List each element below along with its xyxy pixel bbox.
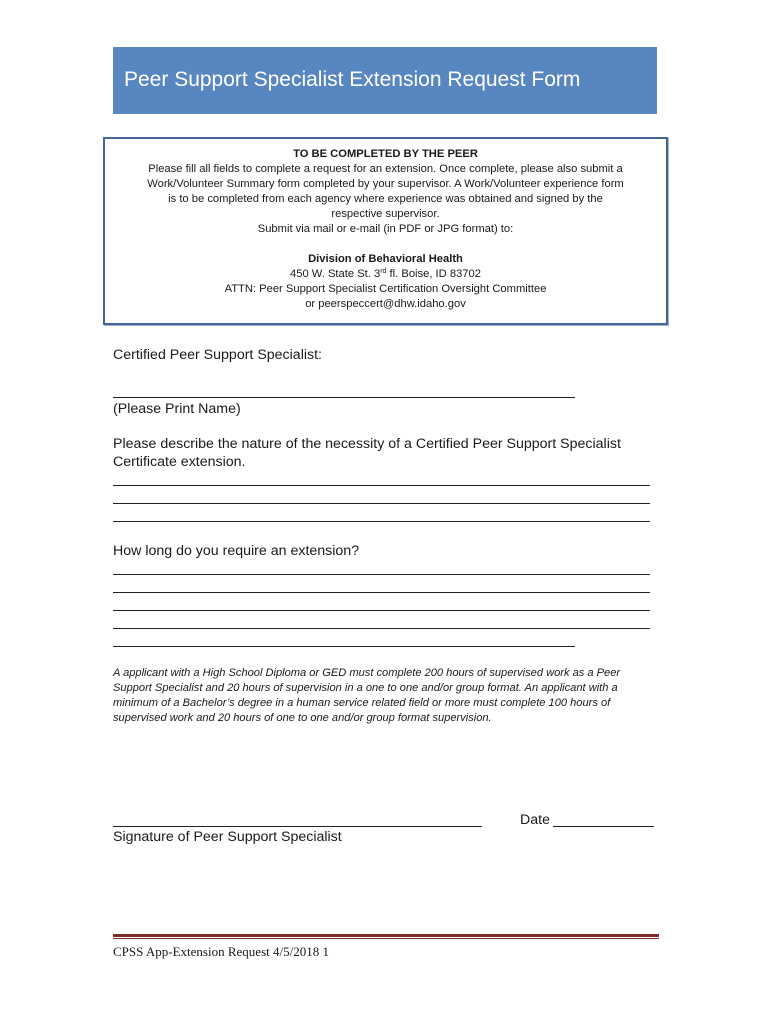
necessity-label: Please describe the nature of the necessity of a Certified Peer Support Specialist Certificate extension. bbox=[113, 436, 621, 470]
duration-input-line[interactable] bbox=[113, 628, 650, 629]
submission-email: or peerspeccert@dhw.idaho.gov bbox=[305, 298, 466, 310]
footer-text: CPSS App-Extension Request 4/5/2018 1 bbox=[113, 944, 329, 959]
date-label: Date bbox=[520, 812, 550, 828]
necessity-input-line[interactable] bbox=[113, 503, 650, 504]
page-title: Peer Support Specialist Extension Request Form bbox=[124, 67, 581, 91]
cpss-label: Certified Peer Support Specialist: bbox=[113, 347, 322, 363]
mailing-address: 450 W. State St. 3rd fl. Boise, ID 83702 bbox=[290, 268, 481, 280]
duration-input-line[interactable] bbox=[113, 574, 650, 575]
signature-line[interactable] bbox=[113, 826, 482, 827]
duration-input-line[interactable] bbox=[113, 592, 650, 593]
attention-line: ATTN: Peer Support Specialist Certification Oversight Committee bbox=[224, 283, 547, 295]
duration-label: How long do you require an extension? bbox=[113, 543, 360, 559]
instructions-line-2: Work/Volunteer Summary form completed by your supervisor. A Work/Volunteer experience form bbox=[147, 178, 624, 190]
date-input-line[interactable] bbox=[553, 826, 654, 827]
footer-divider bbox=[113, 934, 659, 937]
duration-input-line[interactable] bbox=[113, 646, 575, 647]
instructions-line-3: is to be completed from each agency where experience was obtained and signed by the bbox=[168, 193, 603, 205]
print-name-label: (Please Print Name) bbox=[113, 401, 241, 417]
instructions-line-1: Please fill all fields to complete a request for an extension. Once complete, please also submit a bbox=[148, 163, 623, 175]
footer-divider-thin bbox=[113, 938, 659, 939]
necessity-input-line[interactable] bbox=[113, 521, 650, 522]
duration-input-line[interactable] bbox=[113, 610, 650, 611]
requirements-note: A applicant with a High School Diploma or GED must complete 200 hours of supervised work as a Peer Support Specialist and 20 hours of supervision in a one to one and/or group format. An applicant with a minimum of a Bachelor’s degree in a human service related field or more must complete 100 hours of supervised work and 20 hours of one to one and/or group format supervision. bbox=[113, 667, 621, 724]
submission-instructions: Submit via mail or e-mail (in PDF or JPG format) to: bbox=[257, 223, 514, 235]
title-banner bbox=[113, 47, 657, 114]
organization-name: Division of Behavioral Health bbox=[308, 253, 463, 265]
necessity-input-line[interactable] bbox=[113, 485, 650, 486]
instructions-line-4: respective supervisor. bbox=[331, 208, 440, 220]
instructions-box bbox=[103, 137, 668, 325]
signature-label: Signature of Peer Support Specialist bbox=[113, 829, 342, 845]
name-input-line[interactable] bbox=[113, 397, 575, 398]
instructions-heading: TO BE COMPLETED BY THE PEER bbox=[293, 148, 478, 160]
